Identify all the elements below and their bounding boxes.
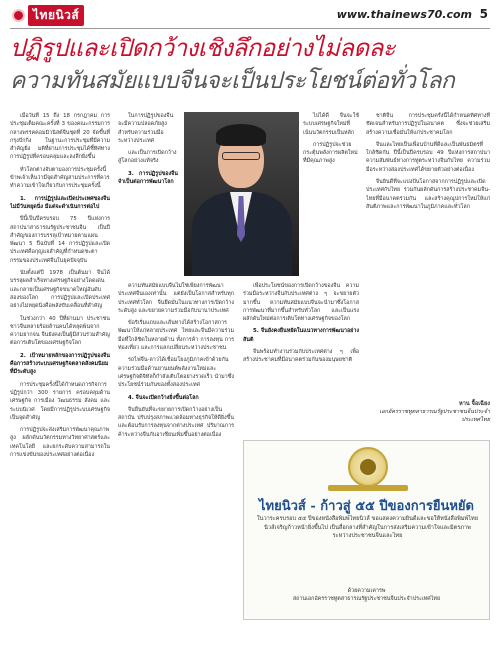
page-number: 5 [479, 7, 488, 21]
paragraph: นับตั้งแต่ปี 1978 เป็นต้นมา จีนได้บรรลุผลสำเร็จทางเศรษฐกิจอย่างโดดเด่น และกลายเป็นเศรษฐกิจขนาดใหญ่อันดับสองของโลก การปฏิรูปและเปิดประเทศอย่างไม่หยุดนิ่งคือพลังขับเคลื่อนที่สำคัญ [10, 270, 110, 310]
headline: ปฏิรูปและเปิดกว้างเชิงลึกอย่างไม่ลดละ [10, 34, 396, 62]
paragraph: จีนยินดีที่จะแบ่งปันโอกาสจากการปฏิรูปและเปิดประเทศกับไทย ร่วมกันผลักดันการสร้างประชาคมจีน-ไทยที่มีอนาคตร่วมกัน และสร้างคุณูปการใหม่ให้แก่สันติภาพและการพัฒนาในภูมิภาคและทั่วโลก [366, 179, 490, 210]
signoff-line-2: สถานเอกอัครราชทูตสาธารณรัฐประชาชนจีนประจำประเทศไทย [292, 596, 441, 602]
paragraph: ในช่วงกว่า 40 ปีที่ผ่านมา ประชาชนชาวจีนหลายร้อยล้านคนได้หลุดพ้นจากความยากจน จีนยังคงเป็นผู้มีส่วนร่วมสำคัญต่อการเติบโตของเศรษฐกิจโลก [10, 315, 110, 347]
anniversary-message: ในวาระครบรอบ ๕๕ ปีของหนังสือพิมพ์ไทยนิวส์ ขอแสดงความยินดีและขอให้หนังสือพิมพ์ไทยนิวส์เจริญก้าวหน้ายิ่งขึ้นไป เป็นสื่อกลางที่สำคัญในการส่งเสริมความเข้าใจและมิตรภาพระหว่างประชาชนจีนและไทย [256, 516, 479, 539]
section-subtitle: 1. การปฏิรูปและเปิดประเทศของจีนไม่มีวันหยุดนิ่ง มีแต่จะดำเนินการต่อไป [10, 195, 110, 210]
masthead [10, 6, 490, 26]
article-column-3 [243, 282, 359, 432]
paragraph: ทั่วโลกต่างจับตามองการประชุมครั้งนี้ ข้าพเจ้าเห็นว่ามีจุดสำคัญสามประการที่ควรทำความเข้าใจเกี่ยวกับการประชุมครั้งนี้ [10, 166, 110, 190]
article-column-1 [10, 112, 110, 644]
subheadline: ความทันสมัยแบบจีนจะเป็นประโยชน์ต่อทั่วโลก [10, 68, 455, 94]
paragraph: ความทันสมัยแบบจีนไม่ใช่เพียงการพัฒนาประเทศจีนเองเท่านั้น แต่ยังเป็นโอกาสสำหรับทุกประเทศทั่วโลก จีนยึดมั่นในแนวทางการเปิดกว้างระดับสูง และขยายความร่วมมือกับนานาประเทศ [118, 283, 234, 314]
paragraph: เพื่อประโยชน์ของการเปิดกว้างของจีน ความร่วมมือระหว่างจีนกับประเทศต่าง ๆ จะขยายตัวมากขึ้น ความทันสมัยแบบจีนจะนำมาซึ่งโอกาสการพัฒนาที่มากขึ้นสำหรับทั่วโลก และเป็นแรงผลักดันใหม่ต่อการเติบโตทางเศรษฐกิจของโลก [243, 283, 359, 323]
paragraph: การปฏิรูปจะช่วยกระตุ้นพลังการผลิตใหม่ที่มีคุณภาพสูง [303, 141, 358, 165]
newspaper-logo[interactable] [12, 6, 84, 25]
article-column-2 [118, 282, 234, 644]
article-column-2-top [118, 112, 178, 302]
paragraph: การปฏิรูปจะส่งเสริมการพัฒนาคุณภาพสูง ผลักดันนวัตกรรมทางวิทยาศาสตร์และเทคโนโลยี และยกระดับความสามารถในการแข่งขันของประเทศอย่างต่อเนื่อง [10, 427, 110, 458]
article-column-4 [366, 112, 490, 434]
section-subtitle: 3. การปฏิรูปของจีนจำเป็นต่อการพัฒนาโลก [118, 170, 178, 186]
author-role: เอกอัครราชทูตสาธารณรัฐประชาชนจีนประจำประเทศไทย [379, 409, 490, 423]
header-divider [10, 28, 490, 29]
emblem-center [360, 459, 376, 475]
article-column-3-top [303, 112, 359, 280]
anniversary-signoff [244, 587, 489, 603]
paragraph: ข้อริเริ่มแถบและเส้นทางได้สร้างโอกาสการพัฒนาให้แก่หลายประเทศ ไทยและจีนมีความร่วมมือที่ใกล้ชิดในหลายด้าน ทั้งการค้า การลงทุน การท่องเที่ยว และการแลกเปลี่ยนระหว่างประชาชน [118, 320, 234, 352]
photo-hair [216, 124, 266, 146]
author-name: หาน จื้อเฉียง [459, 401, 490, 407]
paragraph: รถไฟจีน-ลาวได้เชื่อมโยงภูมิภาคเข้าด้วยกัน ความร่วมมือด้านยานยนต์พลังงานใหม่และเศรษฐกิจดิจิทัลก็กำลังเติบโตอย่างรวดเร็ว นำมาซึ่งประโยชน์ร่วมกันของทั้งสองประเทศ [118, 357, 234, 389]
paragraph: จีนและไทยเป็นเพื่อนบ้านที่ดีและเป็นพันธมิตรที่ใกล้ชิดกัน ปีนี้เป็นปีครบรอบ 49 ปีแห่งการสถาปนาความสัมพันธ์ทางการทูตระหว่างจีนกับไทย ความร่วมมือระหว่างสองประเทศได้ขยายตัวอย่างต่อเนื่อง [366, 141, 490, 173]
paragraph: จีนยืนยันที่จะขยายการเปิดกว้างอย่างเป็นสถาบัน ปรับปรุงสภาพแวดล้อมทางธุรกิจให้ดียิ่งขึ้น และต้อนรับการลงทุนจากต่างประเทศ ปริมาณการค้าระหว่างจีนกับอาเซียนเพิ่มขึ้นอย่างต่อเนื่อง [118, 406, 234, 438]
paragraph: และเป็นการเปิดกว้างสู่โลกอย่างแท้จริง [118, 150, 177, 165]
section-subtitle: 2. เป้าหมายหลักของการปฏิรูปของจีนคือการสร้างระบบเศรษฐกิจตลาดสังคมนิยมที่มีระดับสูง [10, 352, 110, 376]
paragraph: การประชุมครั้งนี้ได้กำหนดภารกิจการปฏิรูปกว่า 300 รายการ ครอบคลุมด้านเศรษฐกิจ การเมือง วัฒนธรรม สังคม และระบบนิเวศ โดยมีการปฏิรูประบบเศรษฐกิจเป็นจุดสำคัญ [10, 381, 110, 421]
anniversary-title: ไทยนิวส์ - ก้าวสู่ ๕๕ ปีของการยืนหยัด [258, 499, 474, 514]
photo-glasses [222, 152, 260, 160]
logo-text: ไทยนิวส์ [28, 5, 84, 26]
anniversary-greeting-box [243, 440, 490, 620]
signoff-line-1: ด้วยความเคารพ [347, 588, 386, 594]
section-subtitle: 4. จีนจะเปิดกว้างยิ่งขึ้นต่อโลก [128, 394, 199, 401]
ambassador-portrait-photo [184, 112, 299, 276]
paragraph: ชาติจีน การประชุมครั้งนี้ได้กำหนดทิศทางที่ชัดเจนสำหรับการปฏิรูปในอนาคต ซึ่งจะช่วยเสริมสร้างความเชื่อมั่นให้แก่ประชาคมโลก [366, 113, 490, 136]
paragraph: ปีนี้เป็นปีครบรอบ 75 ปีแห่งการสถาปนาสาธารณรัฐประชาชนจีน เป็นปีสำคัญของการบรรลุเป้าหมายตามแผนพัฒนา 5 ปีฉบับที่ 14 การปฏิรูปและเปิดประเทศคือกุญแจสำคัญที่กำหนดชะตากรรมของประเทศจีนในยุคปัจจุบัน [10, 216, 110, 264]
site-url[interactable]: www.thainews70.com [336, 8, 472, 21]
section-subtitle: 5. จีนยังคงยืนหยัดในแนวทางการพัฒนาอย่างสันติ [243, 328, 359, 343]
embassy-emblem-icon [348, 447, 388, 487]
paragraph: ในการปฏิรูปของจีนจะมีความปลอดภัยสูงสำหรับความร่วมมือระหว่างประเทศ [118, 113, 174, 144]
logo-seal-icon [12, 9, 25, 22]
paragraph: เมื่อวันที่ 15 ถึง 18 กรกฎาคม การประชุมเต็มคณะครั้งที่ 3 ของคณะกรรมการกลางพรรคคอมมิวนิสต์จีนชุดที่ 20 จัดขึ้นที่กรุงปักกิ่ง ในฐานะการประชุมที่มีความสำคัญยิ่ง มติที่ผ่านการประชุมได้ชี้ทิศทางการปฏิรูปที่ครอบคลุมและลงลึกยิ่งขึ้น [10, 113, 110, 161]
emblem-ribbon [328, 485, 408, 491]
author-signature [366, 400, 490, 424]
paragraph: ไปได้ดี จีนจะใช้ระบบเศรษฐกิจใหม่ที่เน้นนวัตกรรมเป็นหลัก [303, 113, 359, 136]
paragraph: จีนพร้อมทำงานร่วมกับประเทศต่าง ๆ เพื่อสร้างประชาคมที่มีอนาคตร่วมกันของมนุษยชาติ [243, 349, 359, 364]
